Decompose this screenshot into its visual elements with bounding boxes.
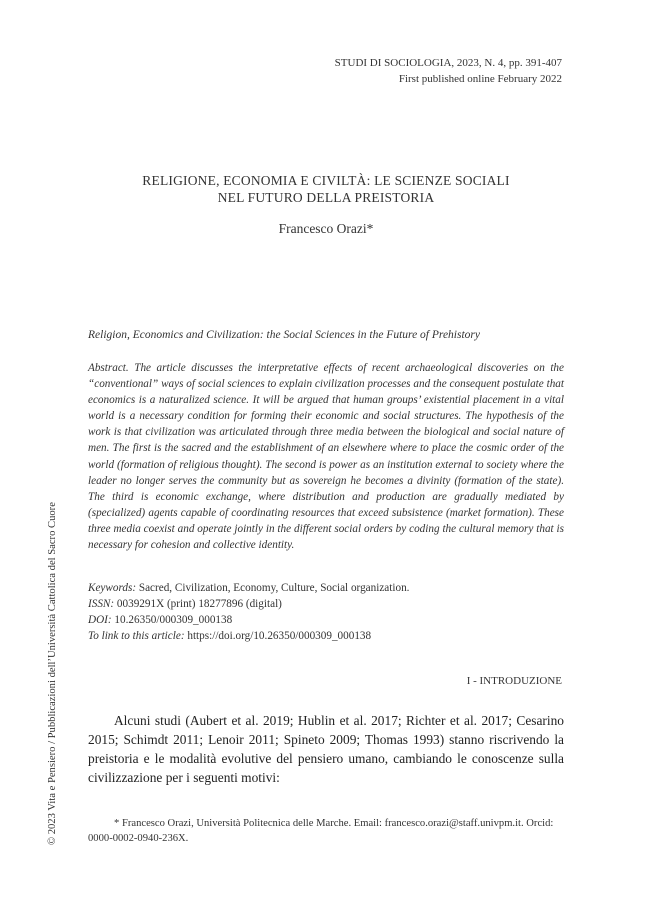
journal-citation: STUDI DI SOCIOLOGIA, 2023, N. 4, pp. 391-407	[334, 57, 562, 69]
copyright-notice: © 2023 Vita e Pensiero / Pubblicazioni dell’Università Cattolica del Sacro Cuore	[47, 502, 58, 845]
english-title: Religion, Economics and Civilization: the Social Sciences in the Future of Prehistory	[88, 329, 480, 341]
doi-value: 10.26350/000309_000138	[114, 614, 233, 627]
body-text	[88, 711, 564, 787]
author-name: Francesco Orazi*	[278, 221, 374, 236]
issn-label: ISSN:	[88, 598, 115, 611]
keywords-row	[88, 580, 564, 596]
journal-header	[335, 55, 562, 87]
article-link[interactable]: https://doi.org/10.26350/000309_000138	[187, 630, 372, 643]
doi-label: DOI:	[88, 614, 112, 627]
body-paragraph: Alcuni studi (Aubert et al. 2019; Hublin et al. 2017; Richter et al. 2017; Cesarino 2015; Schimdt 2011; Lenoir 2011; Spineto 2009; Thomas 1993) stanno riscrivendo la preistoria e le modalità evolutive del pensiero umano, cambiando le conoscenze sulla civilizzazione per i seguenti motivi:	[88, 713, 564, 785]
abstract: Abstract. The article discusses the interpretative effects of recent archaeological discoveries on the “conventional” ways of social sciences to explain civilization processes and the consequent postulate that economics is a naturalized science. It will be argued that human groups’ existential placement in a vital world is a necessary condition for forming their economic and social structures. The hypothesis of the work is that civilization was articulated through three media between the biological and social nature of men. The first is the sacred and the establishment of an elsewhere where to place the cosmic order of the world (formation of religious thought). The second is power as an institution external to society where the leader no longer serves the community but as sovereign he becomes a divinity (formation of the state). The third is economic exchange, where distribution and production are gradually mediated by (specialized) agents capable of coordinating resources that exceed subsistence (market formation). These three media coexist and operate jointly in the different social orders by coding the cultural memory that is necessary for cohesion and collective identity.	[88, 362, 564, 552]
footnote-text: * Francesco Orazi, Università Politecnica delle Marche. Email: francesco.orazi@staff.univpm.it. Orcid: 0000-0002-0940-236X.	[88, 818, 554, 844]
article-title-line-2: NEL FUTURO DELLA PREISTORIA	[217, 190, 435, 205]
article-title	[88, 172, 564, 206]
keywords-label: Keywords:	[88, 582, 137, 594]
article-link-label: To link to this article:	[88, 630, 185, 643]
keywords-value: Sacred, Civilization, Economy, Culture, Social organization.	[138, 582, 410, 594]
publication-date: First published online February 2022	[398, 73, 562, 85]
issn-value: 0039291X (print) 18277896 (digital)	[116, 598, 282, 611]
article-metadata	[88, 580, 564, 644]
article-link-row	[88, 628, 564, 644]
footnote	[88, 817, 564, 846]
issn-row	[88, 596, 564, 612]
section-heading: I - INTRODUZIONE	[466, 675, 562, 687]
doi-row	[88, 612, 564, 628]
article-title-line-1: RELIGIONE, ECONOMIA E CIVILTÀ: LE SCIENZE SOCIALI	[142, 173, 510, 188]
